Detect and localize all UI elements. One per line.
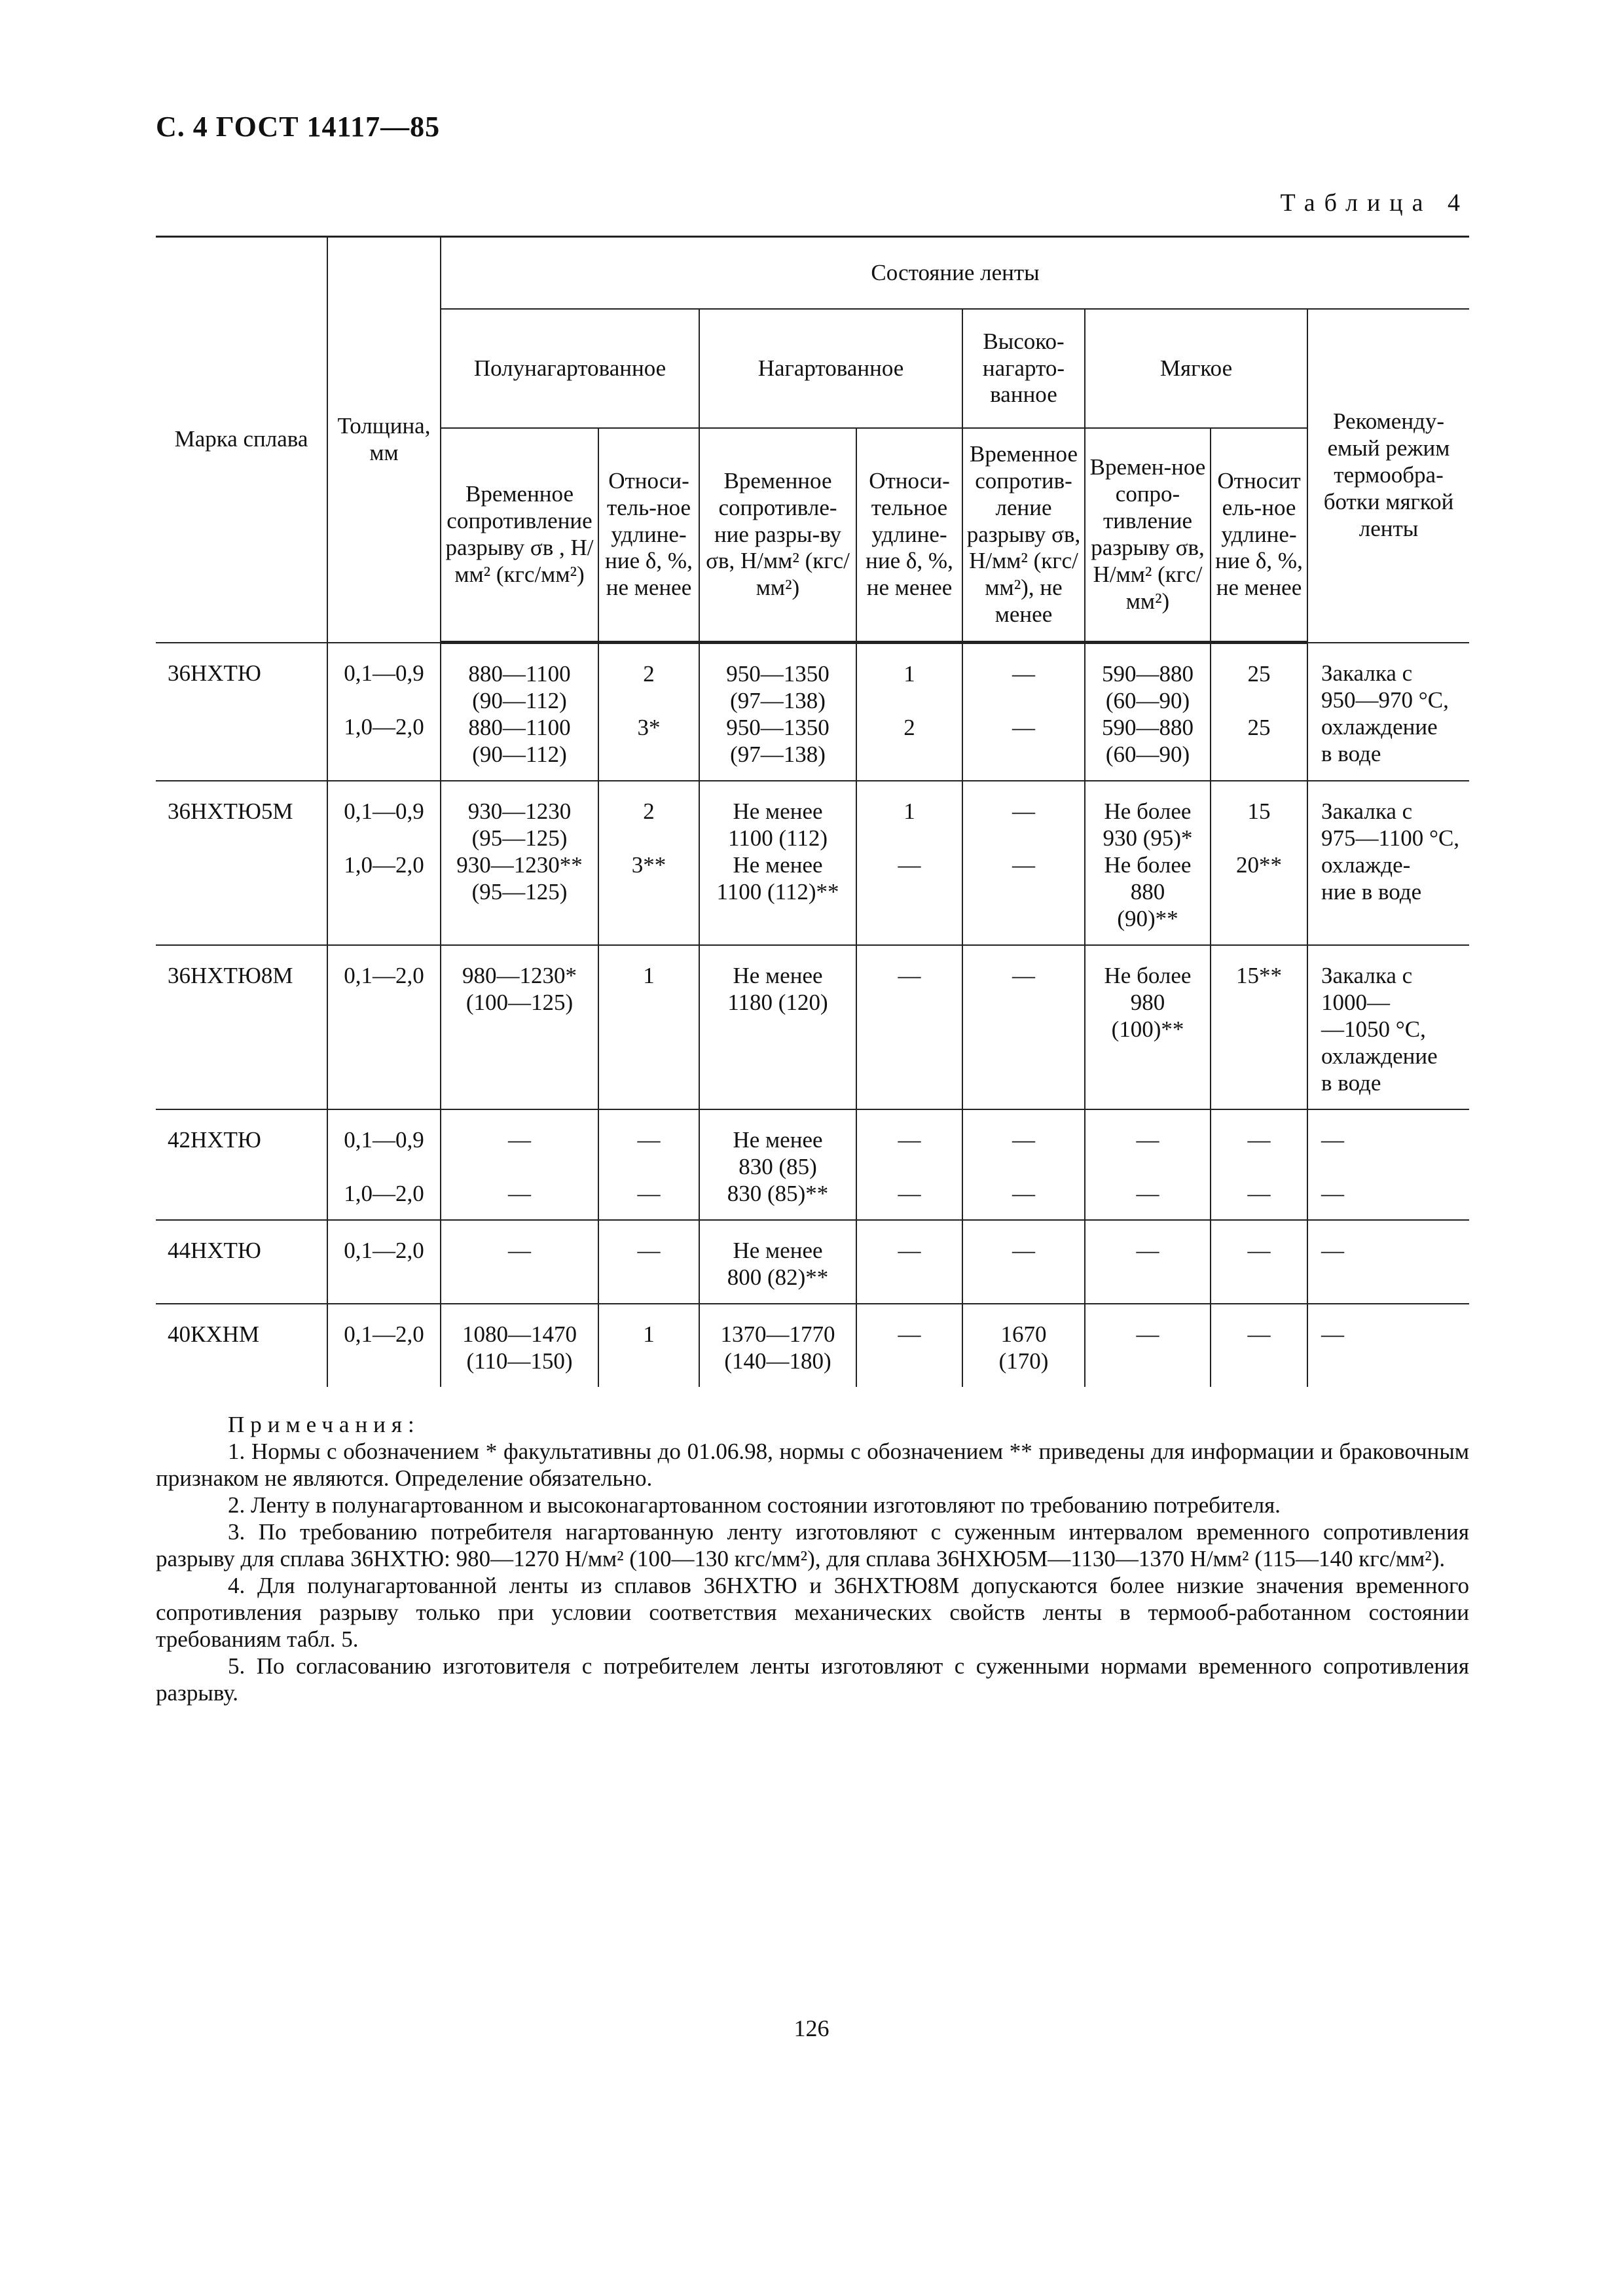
cell-line: 1: [903, 661, 915, 687]
thickness-cell: [327, 1220, 441, 1304]
cell-line: —: [508, 1181, 531, 1206]
note-item: 1. Нормы с обозначением * факультативны до 01.06.98, нормы с обозначением ** приведены для информации и браковочным признаком не являются. Определение обязательно.: [156, 1439, 1469, 1491]
notes-list: [156, 1438, 1469, 1706]
header-highly-hardened: Высоко-нагарто-ванное: [962, 309, 1085, 428]
cell-line: (100)**: [1111, 1016, 1184, 1042]
high-strength-cell: [962, 1220, 1085, 1304]
cell-line: 2: [643, 661, 655, 687]
cell-line: —: [898, 852, 921, 878]
cell-line: 930—1230**: [456, 852, 583, 878]
hard-elongation-cell: [856, 1109, 962, 1220]
cell-line: Не менее: [733, 798, 823, 824]
cell-line: [966, 688, 1082, 715]
grade-cell: 40КХНМ: [156, 1304, 327, 1387]
cell-line: (97—138): [730, 742, 826, 767]
cell-line: 15: [1247, 798, 1271, 824]
cell-line: (100—125): [465, 990, 574, 1015]
cell-line: —: [1012, 1238, 1035, 1263]
recommended-treatment-cell: [1307, 1304, 1469, 1387]
cell-line: (60—90): [1105, 742, 1190, 767]
notes-title: Примечания:: [228, 1412, 420, 1437]
cell-line: 1: [643, 1321, 655, 1347]
high-strength-cell: [962, 1304, 1085, 1387]
soft-elongation-cell: [1211, 945, 1307, 1109]
note-item: 4. Для полунагартованной ленты из сплавов 36НХТЮ и 36НХТЮ8М допускаются более низкие значения временного сопротивления разрыву только при условии соответствия механических свойств ленты в термооб-работанном состоянии требованиям табл. 5.: [156, 1573, 1469, 1652]
cell-line: 830 (85): [739, 1154, 817, 1179]
cell-line: [966, 825, 1082, 852]
soft-strength-cell: [1085, 1304, 1211, 1387]
cell-line: —: [1247, 1238, 1271, 1263]
cell-line: (170): [998, 1348, 1049, 1374]
cell-line: 975—1100 °С,: [1321, 825, 1460, 851]
header-tape-state: Состояние ленты: [441, 237, 1469, 310]
table-row: [156, 1220, 1469, 1304]
cell-line: [444, 1154, 595, 1181]
cell-line: 1080—1470: [462, 1321, 577, 1347]
cell-line: 950—1350: [726, 715, 830, 740]
cell-line: (90—112): [472, 688, 567, 713]
cell-line: Закалка с: [1321, 660, 1413, 686]
hard-elongation-cell: [856, 1304, 962, 1387]
cell-line: 880—1100: [468, 715, 571, 740]
high-strength-cell: [962, 643, 1085, 781]
cell-line: 800 (82)**: [727, 1265, 829, 1290]
hard-strength-cell: [699, 643, 856, 781]
cell-line: (140—180): [724, 1348, 831, 1374]
cell-line: (97—138): [730, 688, 826, 713]
cell-line: 1: [643, 963, 655, 988]
table-row: [156, 1109, 1469, 1220]
recommended-treatment-cell: [1307, 945, 1469, 1109]
soft-strength-cell: [1085, 643, 1211, 781]
cell-line: [1088, 1154, 1207, 1181]
cell-line: [966, 1154, 1082, 1181]
half-strength-cell: [441, 1304, 598, 1387]
soft-strength-cell: [1085, 945, 1211, 1109]
cell-line: —: [1136, 1238, 1159, 1263]
page-header: С. 4 ГОСТ 14117—85: [156, 111, 441, 143]
cell-line: —: [898, 1127, 921, 1153]
cell-line: Закалка с: [1321, 798, 1413, 824]
grade-cell: 36НХТЮ: [156, 643, 327, 781]
cell-line: 1670: [1000, 1321, 1047, 1347]
cell-line: 590—880: [1102, 715, 1194, 740]
header-soft-strength: Времен-ное сопро-тивление разрыву σв, Н/мм² (кгс/мм²): [1085, 428, 1211, 643]
cell-line: —: [1012, 798, 1035, 824]
half-strength-cell: [441, 643, 598, 781]
soft-strength-cell: [1085, 1109, 1211, 1220]
cell-line: 1180 (120): [727, 990, 828, 1015]
recommended-treatment-cell: [1307, 643, 1469, 781]
cell-line: 1,0—2,0: [344, 1181, 424, 1206]
cell-line: 1,0—2,0: [344, 713, 424, 740]
header-hardened: Нагартованное: [699, 309, 962, 428]
cell-line: [602, 1154, 696, 1181]
high-strength-cell: [962, 1109, 1085, 1220]
cell-line: —: [637, 1181, 661, 1206]
header-hard-elongation: Относи-тельное удлине-ние δ, %, не менее: [856, 428, 962, 643]
cell-line: [602, 825, 696, 852]
cell-line: Не менее: [733, 1127, 823, 1153]
cell-line: [1214, 688, 1304, 715]
header-recommended-treatment: Рекоменду-емый режим термообра-ботки мягкой ленты: [1307, 309, 1469, 643]
hard-strength-cell: [699, 781, 856, 945]
cell-line: [331, 1154, 437, 1181]
cell-line: —: [1136, 1321, 1159, 1347]
cell-line: 1: [903, 798, 915, 824]
table-row: [156, 1304, 1469, 1387]
soft-elongation-cell: [1211, 1304, 1307, 1387]
cell-line: 980—1230*: [462, 963, 577, 988]
cell-line: (95—125): [471, 879, 568, 905]
cell-line: [331, 825, 437, 852]
cell-line: Не менее: [733, 852, 823, 878]
cell-line: —: [1247, 1127, 1271, 1153]
hard-elongation-cell: [856, 1220, 962, 1304]
cell-line: 1100 (112): [728, 825, 828, 851]
header-soft-elongation: Относит ель-ное удлине-ние δ, %, не менее: [1211, 428, 1307, 643]
cell-line: 1000—: [1321, 990, 1390, 1015]
cell-line: 880—1100: [468, 661, 571, 687]
note-item: 2. Ленту в полунагартованном и высоконагартованном состоянии изготовляют по требованию потребителя.: [228, 1492, 1281, 1518]
cell-line: 930—1230: [467, 798, 572, 824]
high-strength-cell: [962, 945, 1085, 1109]
recommended-treatment-cell: [1307, 1220, 1469, 1304]
half-strength-cell: [441, 781, 598, 945]
header-half-strength: Временное сопротивление разрыву σв , Н/мм² (кгс/мм²): [441, 428, 598, 643]
soft-elongation-cell: [1211, 1109, 1307, 1220]
note-item: 3. По требованию потребителя нагартованную ленту изготовляют с суженным интервалом временного сопротивления разрыву для сплава 36НХТЮ: 980—1270 Н/мм² (100—130 кгс/мм²), для сплава 36НХЮ5М—1130—1370 Н/мм² (115—140 кгс/мм²).: [156, 1519, 1469, 1571]
grade-cell: 44НХТЮ: [156, 1220, 327, 1304]
cell-line: —: [1247, 1181, 1271, 1206]
half-elongation-cell: [598, 643, 699, 781]
cell-line: Не более: [1104, 798, 1192, 824]
cell-line: в воде: [1321, 740, 1381, 766]
half-elongation-cell: [598, 781, 699, 945]
table-row: [156, 945, 1469, 1109]
cell-line: —: [898, 963, 921, 988]
high-strength-cell: [962, 781, 1085, 945]
cell-line: 0,1—2,0: [344, 1238, 424, 1263]
cell-line: 950—1350: [726, 661, 830, 687]
thickness-cell: [327, 945, 441, 1109]
header-soft: Мягкое: [1085, 309, 1307, 428]
thickness-cell: [327, 1304, 441, 1387]
cell-line: —: [1136, 1127, 1159, 1153]
hard-strength-cell: [699, 1220, 856, 1304]
grade-cell: 42НХТЮ: [156, 1109, 327, 1220]
half-elongation-cell: [598, 1109, 699, 1220]
grade-cell: 36НХТЮ8М: [156, 945, 327, 1109]
half-strength-cell: [441, 1220, 598, 1304]
cell-line: Не менее: [733, 1238, 823, 1263]
thickness-cell: [327, 643, 441, 781]
table-row: [156, 643, 1469, 781]
recommended-treatment-cell: [1307, 781, 1469, 945]
cell-line: Не менее: [733, 963, 823, 988]
cell-line: Закалка с: [1321, 963, 1413, 988]
cell-line: —: [637, 1238, 661, 1263]
cell-line: —: [508, 1127, 531, 1153]
cell-line: (90)**: [1117, 906, 1178, 931]
header-grade: Марка сплава: [156, 237, 327, 643]
cell-line: —: [1321, 1181, 1344, 1206]
cell-line: —: [1321, 1127, 1344, 1153]
soft-elongation-cell: [1211, 643, 1307, 781]
thickness-cell: [327, 1109, 441, 1220]
cell-line: 930 (95)*: [1103, 825, 1193, 851]
cell-line: [860, 825, 959, 852]
cell-line: [331, 687, 437, 714]
cell-line: охлаждение: [1321, 713, 1438, 740]
header-half-elongation: Относи-тель-ное удлине-ние δ, %, не менее: [598, 428, 699, 643]
cell-line: 0,1—2,0: [344, 963, 424, 988]
cell-line: 0,1—0,9: [344, 1127, 424, 1153]
cell-line: 950—970 °С,: [1321, 687, 1449, 713]
cell-line: 2: [903, 715, 915, 740]
cell-line: 880: [1130, 879, 1165, 905]
cell-line: 1,0—2,0: [344, 852, 424, 878]
cell-line: [602, 688, 696, 715]
soft-strength-cell: [1085, 1220, 1211, 1304]
cell-line: —: [1012, 715, 1035, 740]
cell-line: —: [898, 1181, 921, 1206]
cell-line: —: [898, 1321, 921, 1347]
soft-elongation-cell: [1211, 1220, 1307, 1304]
hard-strength-cell: [699, 1109, 856, 1220]
soft-strength-cell: [1085, 781, 1211, 945]
cell-line: 830 (85)**: [727, 1181, 829, 1206]
table-body: [156, 643, 1469, 1388]
cell-line: —: [898, 1238, 921, 1263]
hard-elongation-cell: [856, 781, 962, 945]
cell-line: —: [1012, 1127, 1035, 1153]
cell-line: 25: [1247, 661, 1271, 687]
cell-line: [860, 688, 959, 715]
page-number: 126: [793, 2015, 830, 2041]
cell-line: 0,1—2,0: [344, 1321, 424, 1347]
cell-line: —: [508, 1238, 531, 1263]
cell-line: 590—880: [1102, 661, 1194, 687]
hard-elongation-cell: [856, 643, 962, 781]
cell-line: —: [1012, 963, 1035, 988]
cell-line: 3*: [637, 715, 661, 740]
table-row: [156, 781, 1469, 945]
note-item: 5. По согласованию изготовителя с потребителем ленты изготовляют с суженными нормами временного сопротивления разрыву.: [156, 1653, 1469, 1706]
properties-table: [156, 236, 1469, 1387]
cell-line: 3**: [631, 852, 666, 878]
header-hard-strength: Временное сопротивле-ние разры-ву σв, Н/мм² (кгс/мм²): [699, 428, 856, 643]
cell-line: [1321, 1154, 1467, 1181]
cell-line: 15**: [1236, 963, 1282, 988]
cell-line: Не более: [1104, 852, 1192, 878]
header-thickness: Толщина, мм: [327, 237, 441, 643]
cell-line: —: [1012, 661, 1035, 687]
hard-elongation-cell: [856, 945, 962, 1109]
cell-line: Не более: [1104, 963, 1192, 988]
cell-line: 0,1—0,9: [344, 660, 424, 686]
cell-line: —1050 °С,: [1321, 1016, 1426, 1042]
cell-line: —: [1012, 1181, 1035, 1206]
hard-strength-cell: [699, 1304, 856, 1387]
cell-line: —: [637, 1127, 661, 1153]
header-high-strength: Временное сопротив-ление разрыву σв, Н/мм² (кгс/мм²), не менее: [962, 428, 1085, 643]
thickness-cell: [327, 781, 441, 945]
cell-line: 25: [1247, 715, 1271, 740]
cell-line: 1370—1770: [720, 1321, 835, 1347]
cell-line: (110—150): [466, 1348, 573, 1374]
half-strength-cell: [441, 945, 598, 1109]
cell-line: ние в воде: [1321, 879, 1422, 905]
cell-line: —: [1321, 1238, 1344, 1263]
notes-section: [156, 1411, 1469, 1706]
table-caption: Таблица 4: [1280, 189, 1469, 217]
recommended-treatment-cell: [1307, 1109, 1469, 1220]
cell-line: 0,1—0,9: [344, 798, 424, 824]
cell-line: [1214, 825, 1304, 852]
cell-line: —: [1321, 1321, 1344, 1347]
cell-line: охлаждение: [1321, 1043, 1438, 1069]
half-elongation-cell: [598, 1220, 699, 1304]
cell-line: [1214, 1154, 1304, 1181]
half-elongation-cell: [598, 1304, 699, 1387]
cell-line: охлажде-: [1321, 852, 1411, 878]
soft-elongation-cell: [1211, 781, 1307, 945]
cell-line: 980: [1130, 990, 1165, 1015]
cell-line: 2: [643, 798, 655, 824]
hard-strength-cell: [699, 945, 856, 1109]
cell-line: [860, 1154, 959, 1181]
half-elongation-cell: [598, 945, 699, 1109]
cell-line: (90—112): [472, 742, 567, 767]
cell-line: в воде: [1321, 1070, 1381, 1096]
cell-line: —: [1012, 852, 1035, 878]
cell-line: —: [1247, 1321, 1271, 1347]
cell-line: (60—90): [1105, 688, 1190, 713]
cell-line: —: [1136, 1181, 1159, 1206]
cell-line: 1100 (112)**: [716, 879, 839, 905]
grade-cell: 36НХТЮ5М: [156, 781, 327, 945]
half-strength-cell: [441, 1109, 598, 1220]
cell-line: (95—125): [471, 825, 568, 851]
cell-line: 20**: [1236, 852, 1282, 878]
header-half-hardened: Полунагартованное: [441, 309, 699, 428]
